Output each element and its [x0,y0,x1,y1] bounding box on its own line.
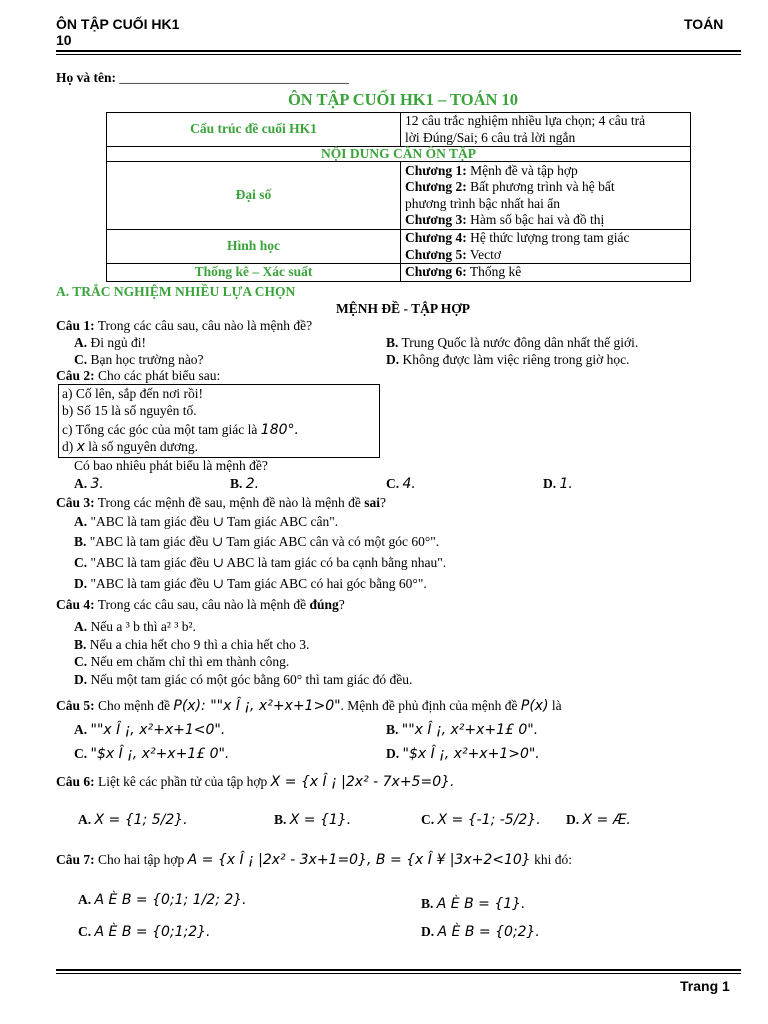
q2-d-label: D. [543,476,557,491]
q6-a-label: A. [78,812,92,827]
exam-structure-line1: 12 câu trắc nghiệm nhiều lựa chọn; 4 câu trả [405,113,646,128]
q6-c-text: X = {-1; -5/2}. [437,812,541,828]
section-a-heading: A. TRẮC NGHIỆM NHIỀU LỰA CHỌN [56,284,296,299]
q5-b-text: ""x Î ¡, x²+x+1£ 0". [401,722,539,738]
q2-b-text: 2. [245,476,260,492]
q1-d-label: D. [386,352,400,367]
chapter-4-label: Chương 4: [405,230,467,245]
q6-a-text: X = {1; 5/2}. [94,812,188,828]
q4-text-end: ? [338,597,345,612]
q3-b-text: "ABC là tam giác đều ∪ Tam giác ABC cân và có một góc 60°". [89,534,440,549]
q6-c-label: C. [421,812,435,827]
q7-a-label: A. [78,892,92,907]
q2-a-text: 3. [90,476,104,492]
q2-label: Câu 2: [56,368,95,383]
q4-label: Câu 4: [56,597,95,612]
q5-option-c[interactable] [74,746,229,762]
q5-text3: là [548,698,562,713]
question-6 [56,774,454,790]
chapter-2-label: Chương 2: [405,179,467,194]
question-5 [56,698,562,714]
q2-c-text: 4. [402,476,416,492]
q4-c-text: Nếu em chăm chỉ thì em thành công. [87,654,290,669]
q1-a-label: A. [74,335,88,350]
q4-c-label: C. [74,654,88,669]
name-blank: __________________________________ [119,70,349,85]
stats-label: Thống kê – Xác suất [107,264,401,282]
q5-option-d[interactable] [386,746,540,762]
header-title: ÔN TẬP CUỐI HK1 [56,16,180,32]
topic-heading: MỆNH ĐỀ - TẬP HỢP [335,301,470,316]
chapter-4 [405,230,686,247]
q1-d-text: Không được làm việc riêng trong giờ học. [399,352,630,367]
chapter-6 [405,264,686,281]
q5-a-text: ""x Î ¡, x²+x+1<0". [90,722,226,738]
question-7 [56,852,572,868]
q2-option-a[interactable] [74,476,104,492]
chapter-3-title: Hàm số bậc hai và đồ thị [466,212,605,227]
q6-text: Liệt kê các phần tử của tập hợp [94,774,271,789]
footer-rule-thin [56,973,741,974]
chapter-1 [405,163,686,180]
q2-c-label: C. [386,476,400,491]
q5-b-label: B. [386,722,399,737]
q2-option-b[interactable] [230,476,259,492]
q1-c-text: Bạn học trường nào? [87,352,204,367]
q1-option-a[interactable] [74,335,146,351]
q7-b-text: A È B = {1}. [436,896,526,912]
q6-d-text: X = Æ. [582,812,631,828]
q3-d-text: "ABC là tam giác đều ∪ Tam giác ABC có hai góc bằng 60°". [90,576,427,591]
q3-c-label: C. [74,555,88,570]
exam-structure-label: Cấu trúc đề cuối HK1 [107,113,401,147]
q6-math: X = {x Î ¡ |2x² - 7x+5=0}. [270,774,455,790]
exam-structure-value [401,113,691,147]
q5-d-label: D. [386,746,400,761]
q7-option-d[interactable] [421,924,540,940]
statement-d-label: d) [62,439,74,454]
chapter-2-cont: phương trình bậc nhất hai ẩn [405,195,561,211]
q2-option-c[interactable] [386,476,416,492]
q4-option-d[interactable] [74,672,412,688]
statement-c [62,422,299,438]
question-4 [56,597,345,613]
q5-text2: . Mệnh đề phủ định của mệnh đề [340,698,521,713]
geometry-label: Hình học [107,230,401,264]
header-subject: TOÁN [684,16,724,32]
q4-d-label: D. [74,672,88,687]
q2-text: Cho các phát biểu sau: [94,368,221,383]
q7-d-text: A È B = {0;2}. [437,924,540,940]
q3-a-label: A. [74,514,88,529]
q1-a-text: Đi ngủ đi! [87,335,146,350]
q6-b-text: X = {1}. [289,812,352,828]
statement-c-math: 180°. [260,422,299,438]
header-rule-thin [56,54,741,55]
statement-b: b) Số 15 là số nguyên tố. [62,403,197,418]
q4-d-text: Nếu một tam giác có một góc bằng 60° thì tam giác đó đều. [87,672,413,687]
q1-option-d[interactable] [386,352,630,368]
q6-label: Câu 6: [56,774,95,789]
q5-c-text: "$x Î ¡, x²+x+1£ 0". [90,746,230,762]
geometry-chapters [401,230,691,264]
q5-d-text: "$x Î ¡, x²+x+1>0". [402,746,540,762]
q3-text-end: ? [379,495,386,510]
q3-d-label: D. [74,576,88,591]
statement-d-text: là số nguyên dương. [84,439,198,454]
page-number: Trang 1 [680,978,730,994]
chapter-5-label: Chương 5: [405,246,467,262]
q4-text-bold: đúng [309,597,339,612]
algebra-label: Đại số [107,162,401,230]
statement-a: a) Cố lên, sắp đến nơi rồi! [62,386,203,401]
document-title: ÔN TẬP CUỐI HK1 – TOÁN 10 [287,90,519,109]
question-2 [56,368,220,384]
q3-text: Trong các mệnh đề sau, mệnh đề nào là mệnh đề [94,495,365,510]
q7-d-label: D. [421,924,435,939]
q7-label: Câu 7: [56,852,95,867]
q4-text: Trong các câu sau, câu nào là mệnh đề [94,597,310,612]
q3-b-label: B. [74,534,87,549]
section-heading: NỘI DUNG CẦN ÔN TẬP [107,147,691,162]
q5-a-label: A. [74,722,88,737]
question-1 [56,318,312,334]
q3-option-c[interactable] [74,555,446,571]
q7-a-text: A È B = {0;1; 1/2; 2}. [94,892,247,908]
chapter-5 [405,247,686,264]
q1-label: Câu 1: [56,318,95,333]
chapter-3 [405,212,686,229]
q3-a-text: "ABC là tam giác đều ∪ Tam giác ABC cân". [90,514,339,529]
q7-text-end: khi đó: [530,852,572,867]
chapter-6-label: Chương 6: [405,264,467,279]
q1-b-label: B. [386,335,399,350]
exam-structure-line2: lời Đúng/Sai; 6 câu trả lời ngắn [405,129,576,145]
statement-d-math: x [76,439,85,455]
chapter-6-title: Thống kê [466,264,522,279]
q7-c-label: C. [78,924,92,939]
q5-math2: P(x) [520,698,549,714]
q7-option-b[interactable] [421,896,526,912]
footer-rule [56,969,741,971]
q5-c-label: C. [74,746,88,761]
q5-label: Câu 5: [56,698,95,713]
q6-d-label: D. [566,812,580,827]
q4-a-text: Nếu a ³ b thì a² ³ b². [87,619,196,634]
chapter-4-title: Hệ thức lượng trong tam giác [466,230,630,245]
content-table [106,112,691,282]
q3-option-a[interactable] [74,514,338,530]
q6-option-c[interactable] [421,812,541,828]
q2-question: Có bao nhiêu phát biểu là mệnh đề? [74,458,268,473]
q6-option-a[interactable] [78,812,188,828]
q7-text: Cho hai tập hợp [94,852,188,867]
q1-text: Trong các câu sau, câu nào là mệnh đề? [94,318,313,333]
q2-b-label: B. [230,476,243,491]
chapter-2-title: Bất phương trình và hệ bất [466,179,615,194]
q3-label: Câu 3: [56,495,95,510]
q4-option-b[interactable] [74,637,309,653]
chapter-5-title: Vectơ [466,246,501,262]
q5-math1: P(x): ""x Î ¡, x²+x+1>0" [173,698,341,714]
q3-option-b[interactable] [74,534,439,550]
q4-option-a[interactable] [74,619,196,635]
q4-b-text: Nếu a chia hết cho 9 thì a chia hết cho 3. [86,637,310,652]
chapter-1-label: Chương 1: [405,162,467,178]
stats-chapters [401,264,691,282]
q3-c-text: "ABC là tam giác đều ∪ ABC là tam giác có ba cạnh bằng nhau". [90,555,447,570]
name-line [56,70,349,86]
question-3 [56,495,386,511]
q1-c-label: C. [74,352,88,367]
q5-text1: Cho mệnh đề [94,698,174,713]
q1-b-text: Trung Quốc là nước đông dân nhất thế giới. [398,335,639,350]
chapter-3-label: Chương 3: [405,212,467,227]
q6-option-d[interactable] [566,812,631,828]
chapter-2 [405,179,686,196]
q4-option-c[interactable] [74,654,289,670]
q6-b-label: B. [274,812,287,827]
q2-d-text: 1. [559,476,573,492]
statement-d [62,439,198,455]
q7-b-label: B. [421,896,434,911]
q7-c-text: A È B = {0;1;2}. [94,924,211,940]
name-label: Họ và tên: [56,70,116,85]
q7-option-a[interactable] [78,892,247,908]
chapter-1-title: Mệnh đề và tập hợp [466,162,578,178]
q1-option-b[interactable] [386,335,638,351]
statement-c-text: c) Tổng các góc của một tam giác là [62,422,258,437]
q6-option-b[interactable] [274,812,351,828]
q7-math: A = {x Î ¡ |2x² - 3x+1=0}, B = {x Î ¥ |3x+2<10} [187,852,531,868]
header-rule [56,50,741,52]
algebra-chapters [401,162,691,230]
q2-a-label: A. [74,476,88,491]
q4-a-label: A. [74,619,88,634]
q1-option-c[interactable] [74,352,204,368]
q7-option-c[interactable] [78,924,210,940]
header-title-line2: 10 [56,32,72,48]
q3-option-d[interactable] [74,576,427,592]
q2-option-d[interactable] [543,476,573,492]
q5-option-b[interactable] [386,722,538,738]
q4-b-label: B. [74,637,87,652]
q3-text-bold: sai [364,495,380,510]
q5-option-a[interactable] [74,722,225,738]
